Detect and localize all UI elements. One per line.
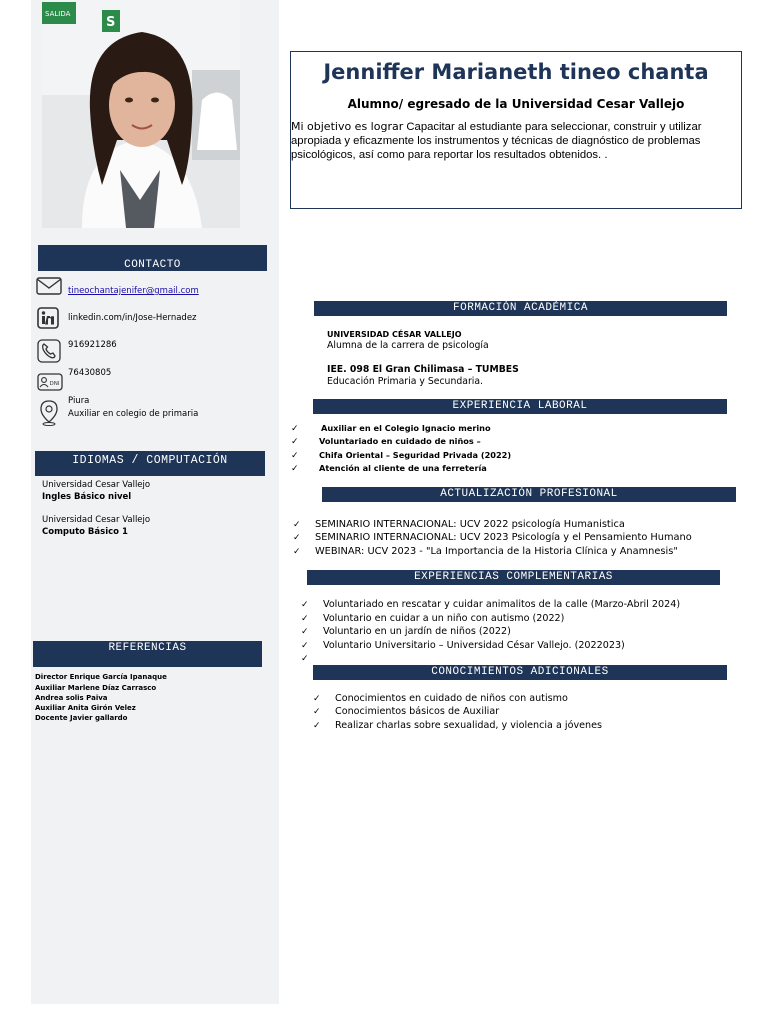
check-icon: ✓ bbox=[301, 614, 309, 624]
additional-item bbox=[313, 693, 568, 704]
professional-title: ACTUALIZACIÓN PROFESIONAL bbox=[440, 488, 618, 500]
reference-item: Andrea solis Paiva bbox=[35, 694, 108, 702]
language-detail-1: Ingles Básico nivel bbox=[42, 492, 132, 502]
phone-number: 916921286 bbox=[68, 340, 117, 350]
check-icon: ✓ bbox=[293, 533, 301, 543]
additional-item-text: Realizar charlas sobre sexualidad, y violencia a jóvenes bbox=[335, 720, 603, 731]
professional-item bbox=[293, 546, 678, 557]
reference-item: Director Enrique García Ipanaque bbox=[35, 673, 167, 681]
language-place-1: Universidad Cesar Vallejo bbox=[42, 480, 151, 490]
references-section-header bbox=[33, 641, 262, 667]
complementary-item-text: Voluntario en cuidar a un niño con autismo (2022) bbox=[323, 613, 565, 624]
experience-item-text: Chifa Oriental – Seguridad Privada (2022) bbox=[319, 450, 512, 460]
check-icon: ✓ bbox=[291, 437, 299, 447]
professional-item bbox=[293, 532, 692, 543]
complementary-item bbox=[301, 640, 625, 651]
education-school-2: IEE. 098 El Gran Chilimasa – TUMBES bbox=[327, 364, 519, 375]
contact-section-header bbox=[38, 245, 267, 271]
id-card-icon-label: DNI bbox=[49, 381, 60, 387]
experience-item-text: Atención al cliente de una ferretería bbox=[319, 463, 487, 473]
complementary-item-text: Voluntario en un jardín de niños (2022) bbox=[323, 626, 511, 637]
language-detail-2: Computo Básico 1 bbox=[42, 527, 128, 537]
dni-number: 76430805 bbox=[68, 368, 112, 378]
objective-text bbox=[291, 120, 739, 162]
language-place-2: Universidad Cesar Vallejo bbox=[42, 515, 151, 525]
complementary-item-text: Voluntario Universitario – Universidad César Vallejo. (2022023) bbox=[323, 640, 625, 651]
linkedin-url: linkedin.com/in/Jose-Hernadez bbox=[68, 313, 197, 323]
reference-item: Auxiliar Marlene Díaz Carrasco bbox=[35, 684, 157, 692]
education-title: FORMACIÓN ACADÉMICA bbox=[453, 302, 588, 314]
complementary-title: EXPERIENCIAS COMPLEMENTARIAS bbox=[414, 571, 613, 583]
profile-photo bbox=[42, 0, 240, 228]
experience-title: EXPERIENCIA LABORAL bbox=[452, 400, 588, 412]
check-icon: ✓ bbox=[293, 520, 301, 530]
complementary-section-header bbox=[307, 570, 720, 585]
complementary-item bbox=[301, 599, 680, 610]
languages-section-header bbox=[35, 451, 265, 476]
current-job: Auxiliar en colegio de primaria bbox=[68, 409, 199, 419]
professional-item-text: SEMINARIO INTERNACIONAL: UCV 2022 psicología Humanistica bbox=[315, 519, 625, 530]
id-card-icon bbox=[37, 373, 63, 391]
references-title: REFERENCIAS bbox=[108, 642, 187, 654]
education-section-header bbox=[314, 301, 727, 316]
professional-item bbox=[293, 519, 625, 530]
objective-body: Capacitar al estudiante para seleccionar, construir y utilizar apropiada y eficazmente los instrumentos y técnicas de diagnóstico de problemas psicológicos, así como para reportar los resultados obtenidos. . bbox=[291, 121, 702, 161]
check-icon: ✓ bbox=[313, 694, 321, 704]
check-icon: ✓ bbox=[301, 654, 309, 664]
professional-section-header bbox=[322, 487, 736, 502]
additional-title: CONOCIMIENTOS ADICIONALES bbox=[431, 666, 609, 678]
education-detail-1: Alumna de la carrera de psicología bbox=[327, 340, 489, 351]
experience-item bbox=[291, 463, 487, 474]
professional-item-text: SEMINARIO INTERNACIONAL: UCV 2023 Psicología y el Pensamiento Humano bbox=[315, 532, 692, 543]
education-detail-2: Educación Primaria y Secundaria. bbox=[327, 376, 483, 387]
additional-item-text: Conocimientos en cuidado de niños con autismo bbox=[335, 693, 568, 704]
experience-section-header bbox=[313, 399, 727, 414]
check-icon: ✓ bbox=[301, 600, 309, 610]
languages-title: IDIOMAS / COMPUTACIÓN bbox=[72, 454, 228, 467]
check-icon: ✓ bbox=[301, 641, 309, 651]
complementary-item-text: Voluntariado en rescatar y cuidar animalitos de la calle (Marzo-Abril 2024) bbox=[323, 599, 681, 610]
check-icon: ✓ bbox=[301, 627, 309, 637]
experience-item-text: Voluntariado en cuidado de niños – bbox=[319, 436, 481, 446]
complementary-item-empty bbox=[301, 653, 323, 664]
complementary-item bbox=[301, 613, 564, 624]
additional-item bbox=[313, 720, 602, 731]
professional-item-text: WEBINAR: UCV 2023 - "La Importancia de la Historia Clínica y Anamnesis" bbox=[315, 546, 678, 557]
full-name: Jenniffer Marianeth tineo chanta bbox=[323, 60, 709, 84]
experience-item bbox=[291, 436, 481, 447]
reference-item: Auxiliar Anita Girón Velez bbox=[35, 704, 136, 712]
additional-item bbox=[313, 706, 499, 717]
additional-item-text: Conocimientos básicos de Auxiliar bbox=[335, 706, 500, 717]
city: Piura bbox=[68, 396, 90, 406]
contact-title: CONTACTO bbox=[124, 259, 181, 271]
exit-sign-text: SALIDA bbox=[45, 10, 71, 18]
education-school-1: UNIVERSIDAD CÉSAR VALLEJO bbox=[327, 330, 462, 339]
experience-item-text: Auxiliar en el Colegio Ignacio merino bbox=[321, 423, 491, 433]
additional-section-header bbox=[313, 665, 727, 680]
objective-lead: Mi objetivo es lograr bbox=[291, 120, 404, 133]
profile-photo-illustration bbox=[42, 0, 240, 228]
check-icon: ✓ bbox=[291, 451, 299, 461]
check-icon: ✓ bbox=[313, 707, 321, 717]
experience-item bbox=[291, 423, 491, 434]
location-pin-icon bbox=[39, 400, 59, 426]
experience-item bbox=[291, 450, 511, 461]
subtitle: Alumno/ egresado de la Universidad Cesar Vallejo bbox=[347, 97, 685, 111]
reference-item: Docente Javier gallardo bbox=[35, 714, 128, 722]
safety-sign-text: S bbox=[106, 15, 116, 30]
complementary-item bbox=[301, 626, 511, 637]
email-link[interactable]: tineochantajenifer@gmail.com bbox=[68, 286, 199, 296]
phone-icon bbox=[37, 339, 61, 363]
check-icon: ✓ bbox=[293, 547, 301, 557]
linkedin-icon bbox=[37, 307, 59, 329]
check-icon: ✓ bbox=[291, 464, 299, 474]
email-icon bbox=[36, 275, 62, 297]
check-icon: ✓ bbox=[313, 721, 321, 731]
check-icon: ✓ bbox=[291, 424, 299, 434]
